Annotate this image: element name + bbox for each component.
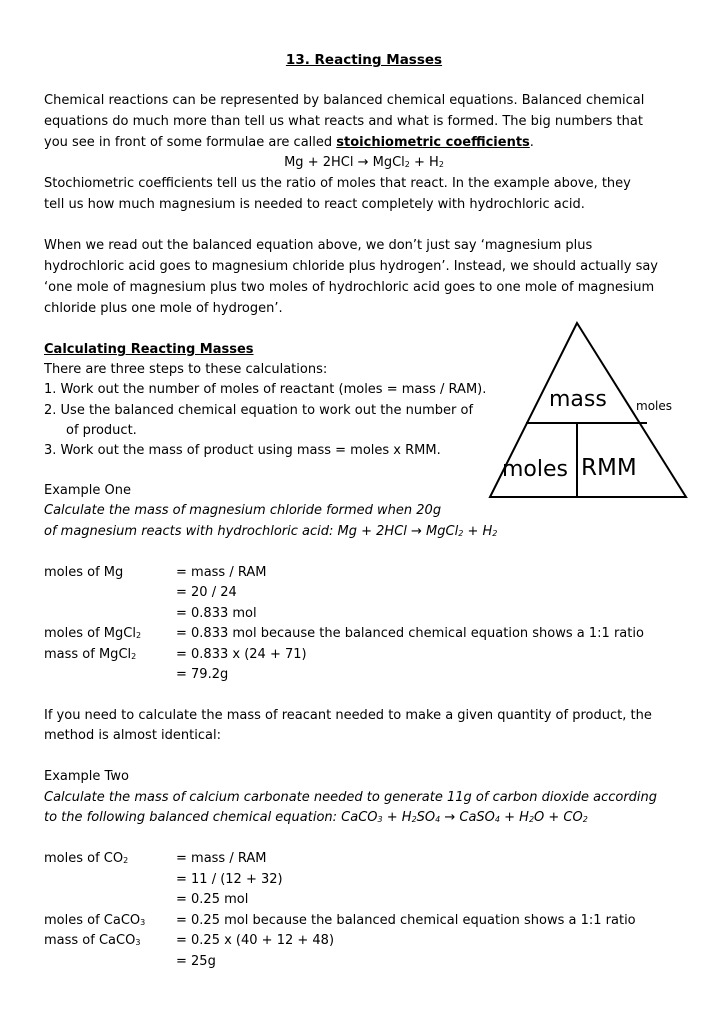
example-two-question-1: Calculate the mass of calcium carbonate needed to generate 11g of carbon dioxide according	[44, 790, 658, 805]
example-one-heading: Example One	[44, 483, 132, 498]
readout-line-3: ‘one mole of magnesium plus two moles of hydrochloric acid goes to one mole of magnesium	[44, 280, 655, 295]
intro-line-1: Chemical reactions can be represented by balanced chemical equations. Balanced chemical	[44, 93, 645, 108]
working-label: mass of CaCO$_3$	[44, 933, 141, 948]
step-1: 1. Work out the number of moles of reactant (moles = mass / RAM).	[44, 382, 487, 397]
example-one-question-2: of magnesium reacts with hydrochloric acid: Mg + 2HCl → MgCl$_2$ + $H_2$	[44, 524, 498, 539]
intro-line-5: tell us how much magnesium is needed to react completely with hydrochloric acid.	[44, 197, 585, 212]
triangle-side-moles: moles	[636, 399, 672, 413]
balanced-equation: Mg + 2HCl → MgCl$_2$ + $H_2$	[284, 155, 444, 170]
working-value: = 0.25 mol	[176, 892, 249, 907]
step-2-cont: of product.	[66, 423, 137, 438]
step-3: 3. Work out the mass of product using mass = moles x RMM.	[44, 443, 441, 458]
example-two-heading: Example Two	[44, 769, 129, 784]
working-value: = mass / RAM	[176, 851, 267, 866]
step-2: 2. Use the balanced chemical equation to work out the number of	[44, 403, 474, 418]
triangle-moles: moles	[502, 457, 568, 482]
method-line-2: method is almost identical:	[44, 728, 221, 743]
working-value: = 0.25 x (40 + 12 + 48)	[176, 933, 335, 948]
working-label: moles of $CO_2$	[44, 851, 129, 866]
stoichiometric-term: stoichiometric coefficients	[336, 135, 530, 150]
working-value: = 20 / 24	[176, 585, 237, 600]
working-label: mass of MgCl$_2$	[44, 647, 137, 662]
triangle-mass: mass	[549, 387, 607, 412]
intro-line-2: equations do much more than tell us what reacts and what is formed. The big numbers that	[44, 114, 643, 129]
page-title: 13. Reacting Masses	[285, 52, 443, 68]
working-label: moles of Mg	[44, 565, 124, 580]
readout-line-2: hydrochloric acid goes to magnesium chloride plus hydrogen’. Instead, we should actually say	[44, 259, 658, 274]
working-value: = 79.2g	[176, 667, 229, 682]
section-heading: Calculating Reacting Masses	[44, 342, 254, 357]
intro-line-4: Stochiometric coefficients tell us the ratio of moles that react. In the example above, they	[44, 176, 631, 191]
example-one-question-1: Calculate the mass of magnesium chloride formed when 20g	[44, 503, 442, 518]
working-value: = 0.833 x (24 + 71)	[176, 647, 307, 662]
working-value: = 25g	[176, 954, 216, 969]
example-two-question-2: to the following balanced chemical equation: CaCO$_3$ + $H_2SO_4$ → CaSO$_4$ + $H_2O + CO_2$	[44, 810, 588, 825]
intro-line-3: you see in front of some formulae are called stoichiometric coefficients.	[44, 135, 534, 150]
readout-line-1: When we read out the balanced equation above, we don’t just say ‘magnesium plus	[44, 238, 593, 253]
readout-line-4: chloride plus one mole of hydrogen’.	[44, 301, 283, 316]
triangle-rmm: RMM	[581, 455, 637, 481]
working-value: = 0.25 mol because the balanced chemical equation shows a 1:1 ratio	[176, 913, 636, 928]
steps-intro: There are three steps to these calculations:	[44, 362, 328, 377]
working-value: = 11 / (12 + 32)	[176, 872, 283, 887]
working-label: moles of MgCl$_2$	[44, 626, 142, 641]
working-value: = 0.833 mol because the balanced chemical equation shows a 1:1 ratio	[176, 626, 644, 641]
working-value: = 0.833 mol	[176, 606, 257, 621]
working-label: moles of CaCO$_3$	[44, 913, 146, 928]
method-line-1: If you need to calculate the mass of reacant needed to make a given quantity of product, the	[44, 708, 652, 723]
working-value: = mass / RAM	[176, 565, 267, 580]
